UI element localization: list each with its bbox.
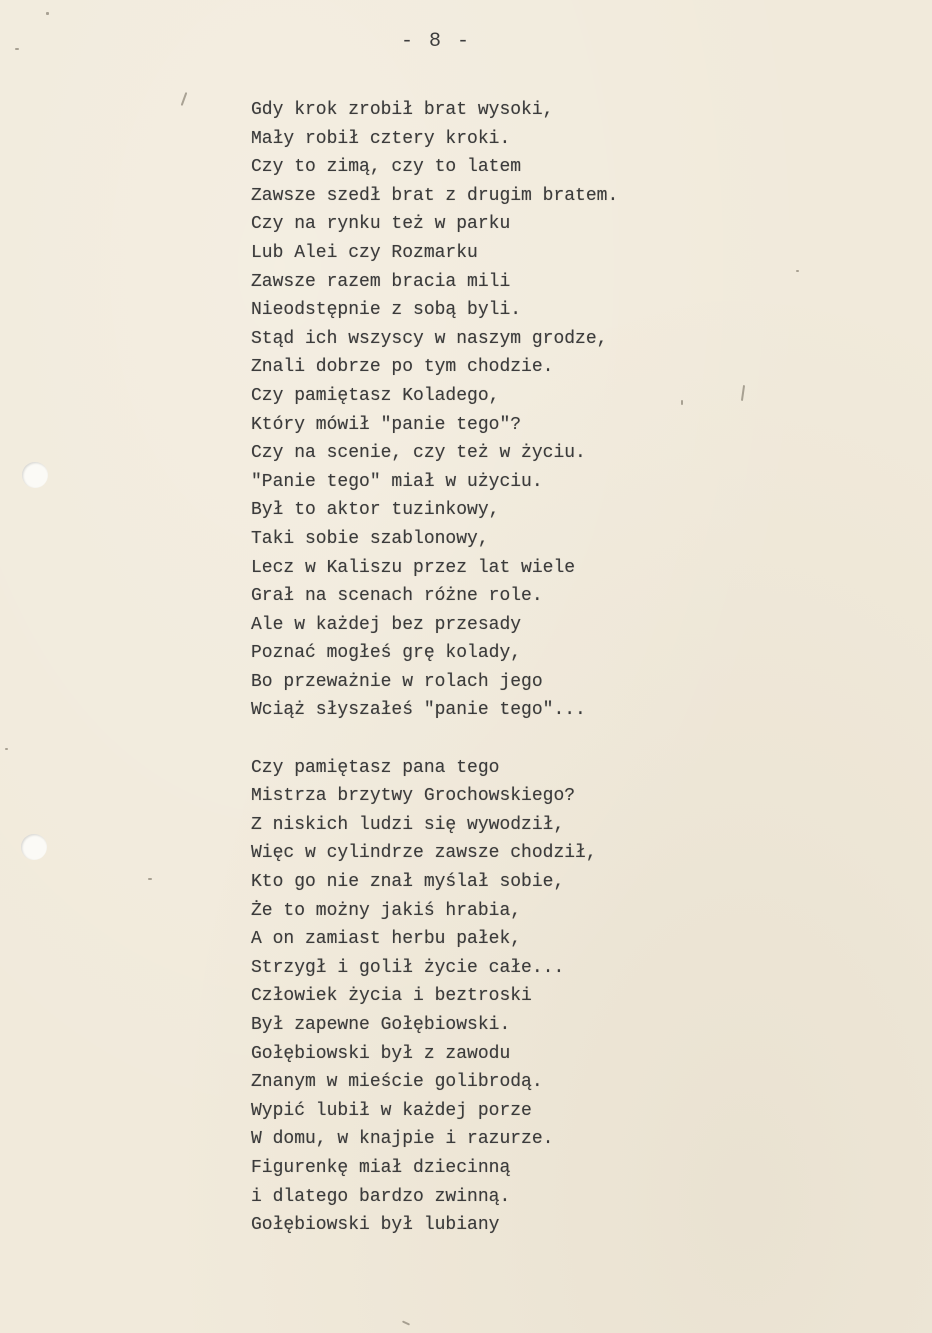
- poem-line: Kto go nie znał myślał sobie,: [251, 872, 565, 893]
- poem-line: Człowiek życia i beztroski: [251, 986, 532, 1007]
- poem-line: Mały robił cztery kroki.: [251, 128, 511, 149]
- paper-speck: [181, 92, 188, 106]
- paper-speck: [46, 12, 49, 15]
- poem-line: Zawsze szedł brat z drugim bratem.: [251, 185, 619, 206]
- poem-line: W domu, w knajpie i razurze.: [251, 1129, 554, 1150]
- poem-line: Wypić lubił w każdej porze: [251, 1100, 532, 1121]
- poem-line: Bo przeważnie w rolach jego: [251, 671, 543, 692]
- punch-hole-upper: [22, 462, 48, 488]
- paper-speck: [148, 878, 152, 880]
- punch-hole-lower: [21, 834, 47, 860]
- poem-line: "Panie tego" miał w użyciu.: [251, 471, 543, 492]
- poem-line: Czy na rynku też w parku: [251, 214, 511, 235]
- poem-line: Figurenkę miał dziecinną: [251, 1157, 511, 1178]
- poem-line: Był to aktor tuzinkowy,: [251, 500, 500, 521]
- poem-line: Gdy krok zrobił brat wysoki,: [251, 100, 554, 120]
- poem-line: Z niskich ludzi się wywodził,: [251, 814, 565, 835]
- stanza-2: [251, 754, 911, 1240]
- poem-line: Strzygł i golił życie całe...: [251, 957, 565, 978]
- poem-line: Czy na scenie, czy też w życiu.: [251, 443, 586, 464]
- poem-line: Czy pamiętasz Koladego,: [251, 385, 500, 406]
- paper-speck: [15, 48, 19, 50]
- poem-line: Lub Alei czy Rozmarku: [251, 242, 478, 263]
- poem-line: Gołębiowski był lubiany: [251, 1215, 500, 1236]
- poem-line: Mistrza brzytwy Grochowskiego?: [251, 786, 576, 807]
- poem-line: Który mówił "panie tego"?: [251, 414, 522, 435]
- poem-line: Znali dobrze po tym chodzie.: [251, 357, 554, 378]
- page-number: - 8 -: [400, 30, 471, 53]
- poem-line: Czy to zimą, czy to latem: [251, 157, 522, 178]
- poem-line: Więc w cylindrze zawsze chodził,: [251, 843, 597, 864]
- poem-line: Stąd ich wszyscy w naszym grodze,: [251, 328, 608, 349]
- poem-line: Grał na scenach różne role.: [251, 586, 543, 607]
- poem-line: Że to możny jakiś hrabia,: [251, 900, 522, 921]
- poem-line: Nieodstępnie z sobą byli.: [251, 300, 522, 321]
- poem-line: Zawsze razem bracia mili: [251, 271, 511, 292]
- stanza-1: [251, 96, 911, 725]
- poem-line: Wciąż słyszałeś "panie tego"...: [251, 700, 586, 721]
- poem-line: Taki sobie szablonowy,: [251, 528, 489, 549]
- poem-line: Był zapewne Gołębiowski.: [251, 1015, 511, 1035]
- poem-line: Gołębiowski był z zawodu: [251, 1043, 511, 1064]
- poem-line: Ale w każdej bez przesady: [251, 614, 522, 635]
- poem-line: Poznać mogłeś grę kolady,: [251, 643, 522, 664]
- paper-speck: [5, 748, 8, 750]
- paper-speck: [402, 1320, 410, 1325]
- poem-line: Czy pamiętasz pana tego: [251, 757, 500, 778]
- poem-line: Znanym w mieście golibrodą.: [251, 1072, 543, 1093]
- poem-line: i dlatego bardzo zwinną.: [251, 1186, 511, 1207]
- poem-text: [251, 96, 911, 1240]
- poem-line: A on zamiast herbu pałek,: [251, 929, 522, 950]
- poem-line: Lecz w Kaliszu przez lat wiele: [251, 557, 576, 578]
